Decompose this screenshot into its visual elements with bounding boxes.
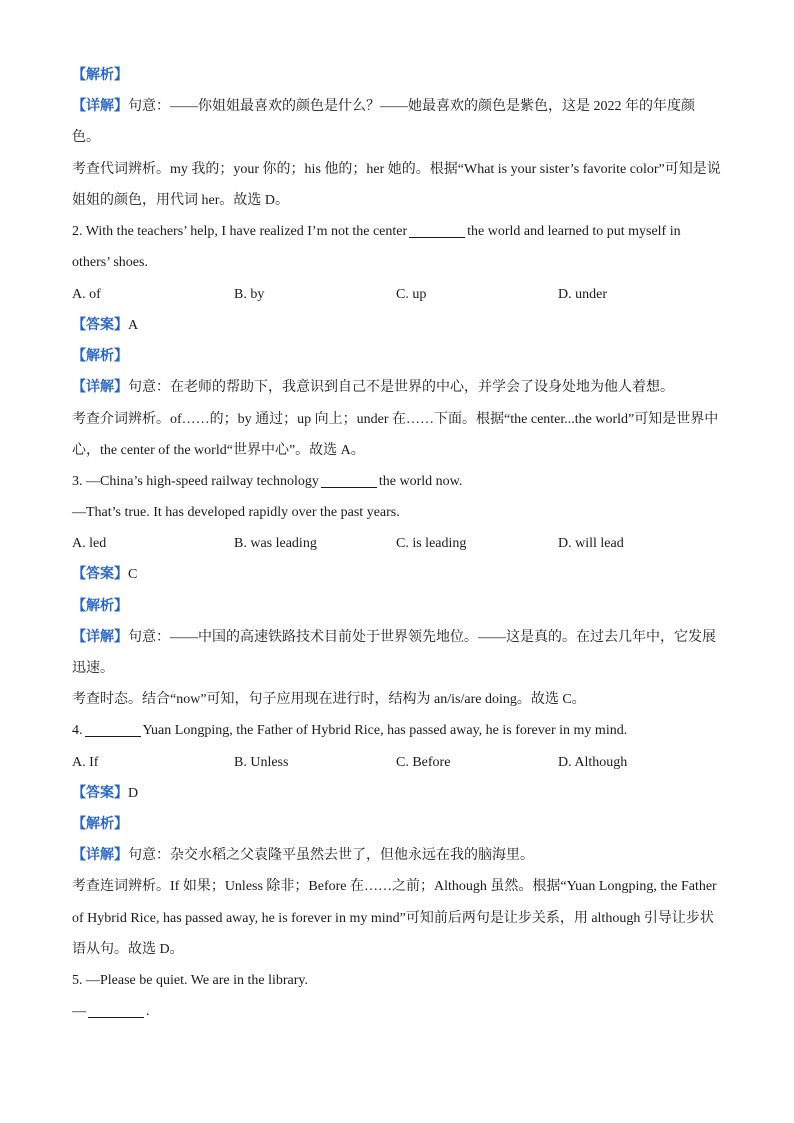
option-d: D. will lead bbox=[558, 536, 624, 551]
detail-line: 【详解】句意：杂交水稻之父袁隆平虽然去世了，但他永远在我的脑海里。 bbox=[72, 848, 534, 863]
explanation-line: 心，the center of the world“世界中心”。故选 A。 bbox=[72, 443, 365, 458]
question-2-stem-cont: others’ shoes. bbox=[72, 255, 148, 270]
detail-line-cont: 色。 bbox=[72, 130, 100, 145]
analysis-heading: 【解析】 bbox=[72, 599, 128, 614]
answer-blank bbox=[85, 722, 141, 737]
option-a: A. If bbox=[72, 755, 99, 770]
option-b: B. by bbox=[234, 287, 265, 302]
explanation-line: 语从句。故选 D。 bbox=[72, 942, 184, 957]
option-c: C. up bbox=[396, 287, 427, 302]
answer-blank bbox=[321, 473, 377, 488]
analysis-heading: 【解析】 bbox=[72, 68, 128, 83]
question-5-reply: — . bbox=[72, 1004, 150, 1019]
option-c: C. Before bbox=[396, 755, 451, 770]
option-a: A. led bbox=[72, 536, 107, 551]
question-4-stem: 4. Yuan Longping, the Father of Hybrid Rice, has passed away, he is forever in my mind. bbox=[72, 723, 628, 738]
answer-blank bbox=[88, 1003, 144, 1018]
explanation-line: 姐姐的颜色，用代词 her。故选 D。 bbox=[72, 193, 289, 208]
explanation-line: 考查代词辨析。my 我的；your 你的；his 他的；her 她的。根据“What is your sister’s favorite color”可知是说 bbox=[72, 162, 721, 177]
detail-line-cont: 迅速。 bbox=[72, 661, 114, 676]
option-a: A. of bbox=[72, 287, 101, 302]
explanation-line: of Hybrid Rice, has passed away, he is forever in my mind”可知前后两句是让步关系，用 although 引导让步状 bbox=[72, 911, 714, 926]
detail-line: 【详解】句意：——你姐姐最喜欢的颜色是什么？——她最喜欢的颜色是紫色，这是 2022 年的年度颜 bbox=[72, 99, 695, 114]
option-d: D. Although bbox=[558, 755, 628, 770]
answer-blank bbox=[409, 223, 465, 238]
analysis-heading: 【解析】 bbox=[72, 349, 128, 364]
question-5-stem: 5. —Please be quiet. We are in the library. bbox=[72, 973, 309, 988]
question-3-reply: —That’s true. It has developed rapidly over the past years. bbox=[72, 505, 400, 520]
question-3-stem: 3. —China’s high-speed railway technology the world now. bbox=[72, 474, 463, 489]
option-b: B. was leading bbox=[234, 536, 317, 551]
answer-line: 【答案】D bbox=[72, 786, 139, 801]
detail-line: 【详解】句意：——中国的高速铁路技术目前处于世界领先地位。——这是真的。在过去几年中，它发展 bbox=[72, 630, 716, 645]
explanation-line: 考查时态。结合“now”可知，句子应用现在进行时，结构为 an/is/are doing。故选 C。 bbox=[72, 692, 586, 707]
question-2-stem: 2. With the teachers’ help, I have realized I’m not the center the world and learned to put myself in bbox=[72, 224, 681, 239]
answer-line: 【答案】C bbox=[72, 567, 138, 582]
analysis-heading: 【解析】 bbox=[72, 817, 128, 832]
option-c: C. is leading bbox=[396, 536, 467, 551]
option-d: D. under bbox=[558, 287, 607, 302]
detail-line: 【详解】句意：在老师的帮助下，我意识到自己不是世界的中心，并学会了设身处地为他人着想。 bbox=[72, 380, 674, 395]
answer-line: 【答案】A bbox=[72, 318, 139, 333]
explanation-line: 考查连词辨析。If 如果；Unless 除非；Before 在……之前；Although 虽然。根据“Yuan Longping, the Father bbox=[72, 879, 717, 894]
option-b: B. Unless bbox=[234, 755, 289, 770]
explanation-line: 考查介词辨析。of……的；by 通过；up 向上；under 在……下面。根据“the center...the world”可知是世界中 bbox=[72, 412, 719, 427]
